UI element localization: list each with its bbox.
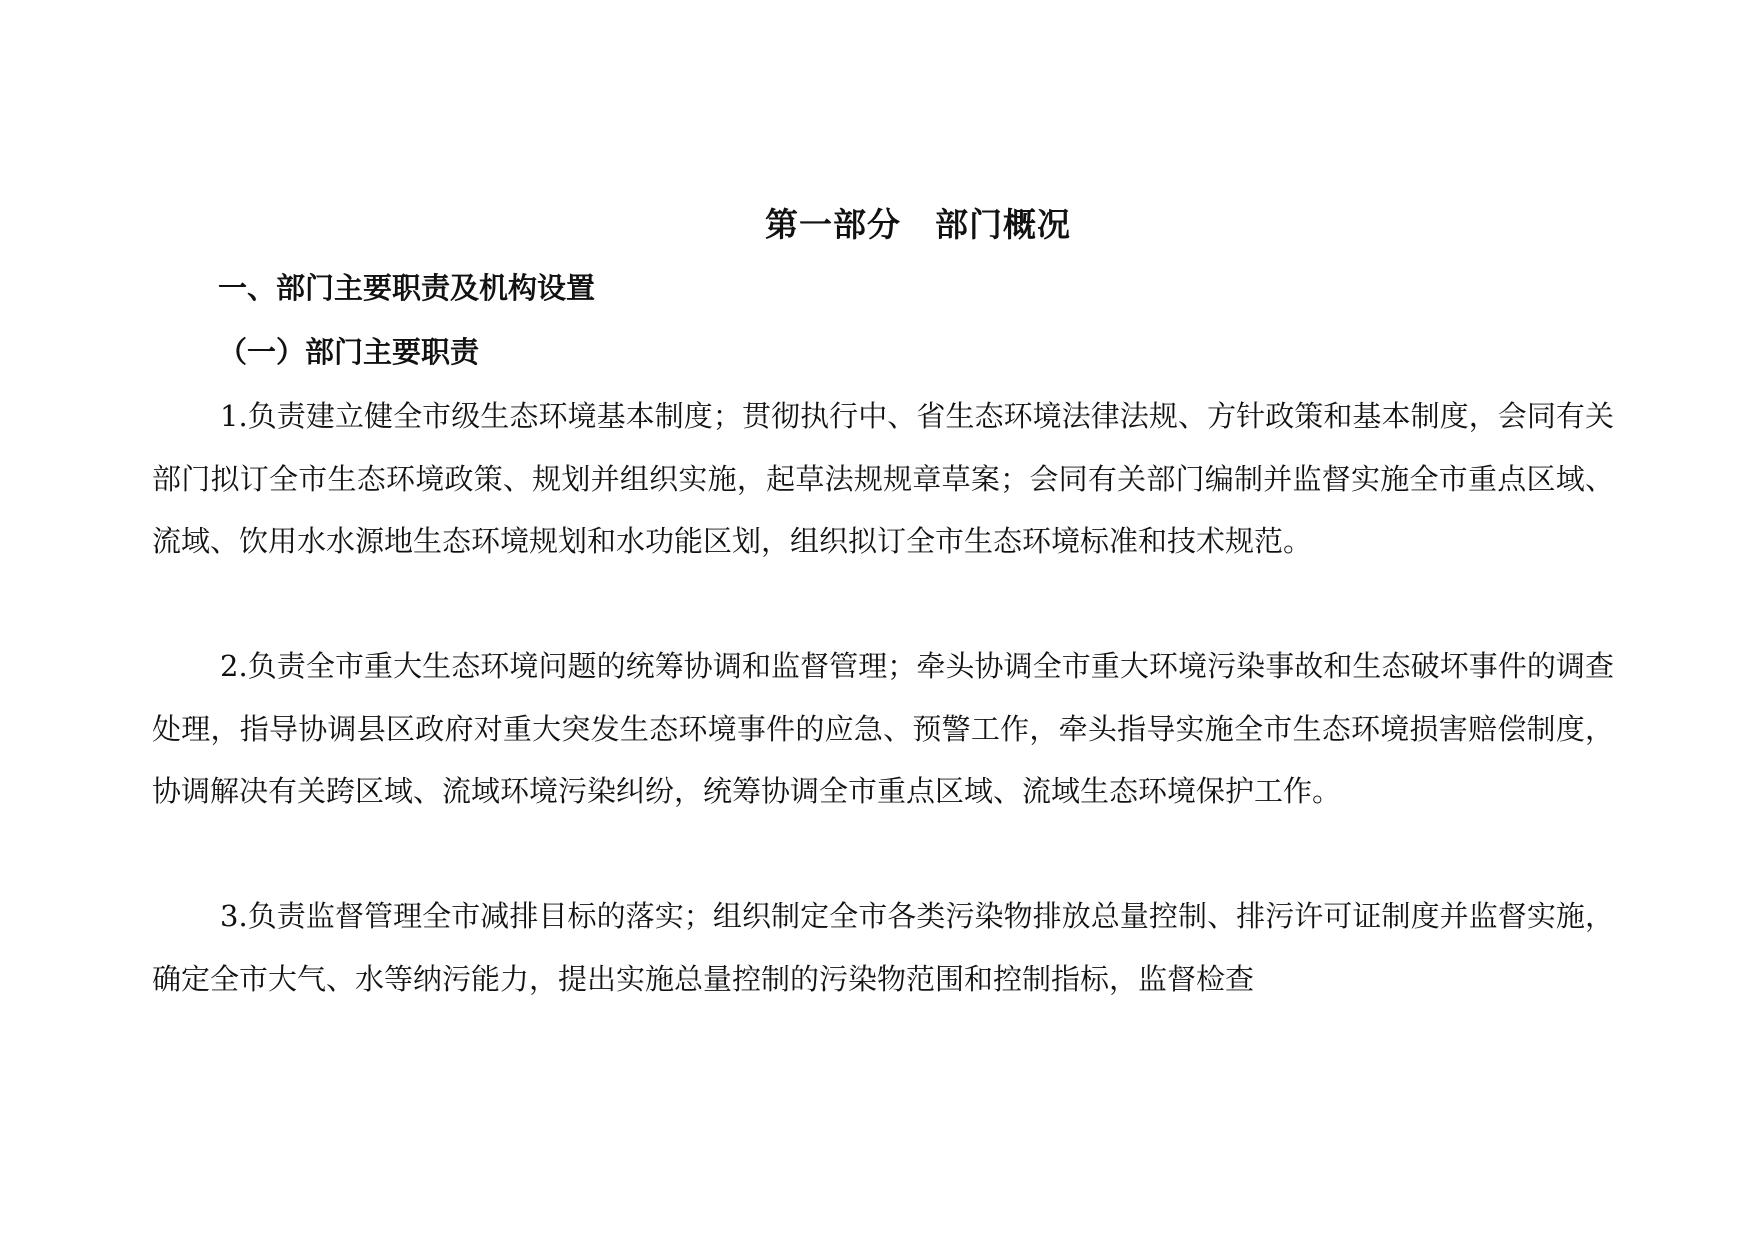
paragraph-2: 2.负责全市重大生态环境问题的统筹协调和监督管理；牵头协调全市重大环境污染事故和生态破坏事件的调查处理，指导协调县区政府对重大突发生态环境事件的应急、预警工作，牵头指导实施全市生态环境损害赔偿制度，协调解决有关跨区域、流域环境污染纠纷，统筹协调全市重点区域、流域生态环境保护工作。 — [152, 649, 1614, 808]
paragraph-1: 1.负责建立健全市级生态环境基本制度；贯彻执行中、省生态环境法律法规、方针政策和基本制度，会同有关部门拟订全市生态环境政策、规划并组织实施，起草法规规章草案；会同有关部门编制并监督实施全市重点区域、流域、饮用水水源地生态环境规划和水功能区划，组织拟订全市生态环境标准和技术规范。 — [152, 399, 1614, 558]
section-heading: 一、部门主要职责及机构设置 — [218, 271, 596, 305]
subsection-heading: （一）部门主要职责 — [218, 335, 480, 369]
paragraph-3: 3.负责监督管理全市减排目标的落实；组织制定全市各类污染物排放总量控制、排污许可证制度并监督实施，确定全市大气、水等纳污能力，提出实施总量控制的污染物范围和控制指标，监督检查 — [152, 899, 1614, 996]
page-title: 第一部分 部门概况 — [765, 205, 1071, 244]
